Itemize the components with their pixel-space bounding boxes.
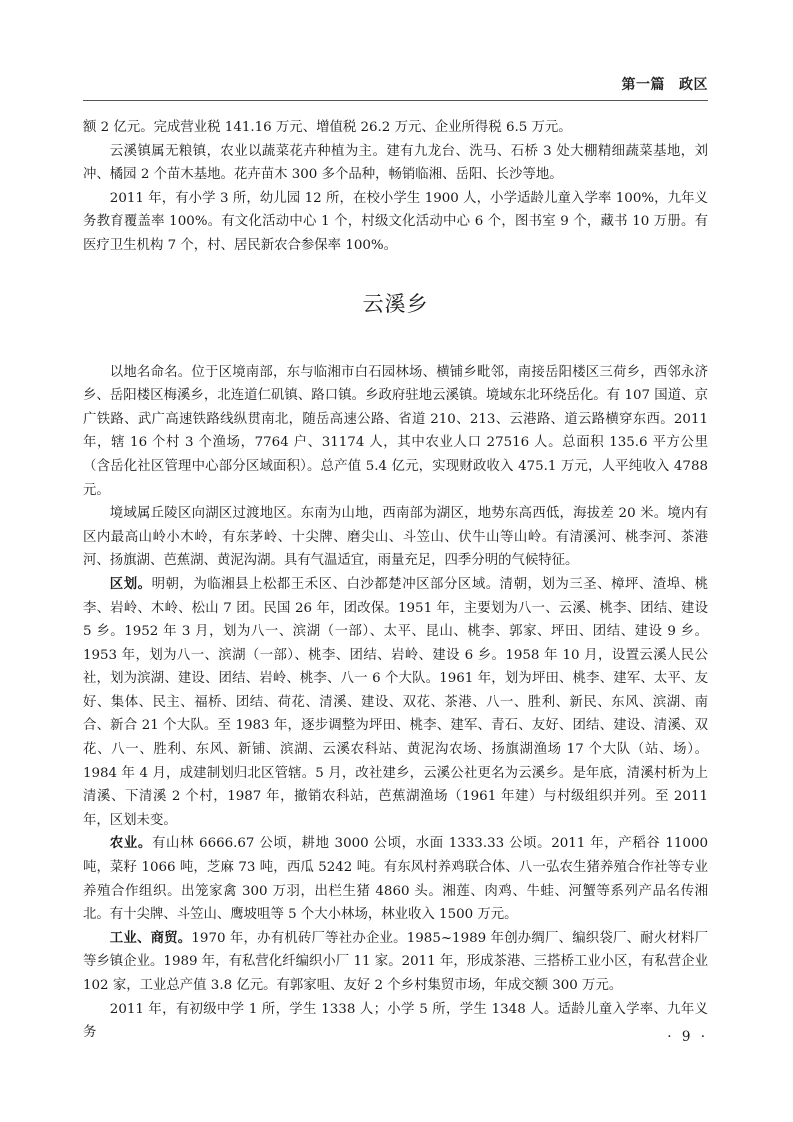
section-paragraph-quhua [83,573,708,833]
intro-paragraph: 云溪镇属无粮镇，农业以蔬菜花卉种植为主。建有九龙台、洗马、石桥 3 处大棚精细蔬菜基地，刘冲、橘园 2 个苗木基地。花卉苗木 300 多个品种，畅销临湘、岳阳、长沙等地。 [83,143,708,183]
paragraph-lead: 农业。 [109,836,152,852]
section-paragraph [83,361,708,503]
intro-paragraph: 2011 年，有小学 3 所，幼儿园 12 所，在校小学生 1900 人，小学适龄儿童入学率 100%，九年义务教育覆盖率 100%。有文化活动中心 1 个，村级文化活动中心 6 个，图书室 9 个，藏书 10 万册。有医疗卫生机构 7 个，村、居民新农合参保率 100%。 [83,190,708,253]
paragraph-lead: 区划。 [109,576,152,592]
paragraph-text: 明朝，为临湘县上松都王禾区、白沙都楚冲区部分区域。清朝，划为三圣、樟坪、渣埠、桃李、岩岭、木岭、松山 7 团。民国 26 年，团改保。1951 年，主要划为八一、云溪、桃李、团结、建设 5 乡。1952 年 3 月，划为八一、滨湖（一部）、太平、昆山、桃李、郭家、坪田、团结、建设 9 乡。1953 年，划为八一、滨湖（一部）、桃李、团结、岩岭、建设 6 乡。1958 年 10 月，设置云溪人民公社，划为滨湖、建设、团结、岩岭、桃李、八一 6 个大队。1961 年，划为坪田、桃李、建军、太平、友好、集体、民主、福桥、团结、荷花、清溪、建设、双花、茶港、八一、胜利、新民、东风、滨湖、南合、新合 21 个大队。至 1983 年，逐步调整为坪田、桃李、建军、青石、友好、团结、建设、清溪、双花、八一、胜利、东风、新铺、滨湖、云溪农科站、黄泥沟农场、扬旗湖渔场 17 个大队（站、场）。1984 年 4 月，成建制划归北区管辖。5 月，改社建乡，云溪公社更名为云溪乡。是年底，清溪村析为上清溪、下清溪 2 个村，1987 年，撤销农科站，芭蕉湖渔场（1961 年建）与村级组织并列。至 2011 年，区划未变。 [83,576,709,828]
page-number: · 9 · [667,1029,708,1045]
section-paragraph [83,502,708,573]
paragraph-text: 2011 年，有初级中学 1 所，学生 1338 人；小学 5 所，学生 1348 人。适龄儿童入学率、九年义务 [83,1001,708,1041]
page-body [83,116,708,1045]
running-header [83,74,708,101]
header-title [622,74,709,94]
header-section: 政区 [679,77,708,93]
paragraph-lead: 工业、商贸。 [109,930,192,946]
header-part: 第一篇 [621,77,665,93]
section-paragraph-industry [83,927,708,998]
section-paragraph-education [83,998,708,1045]
paragraph-text: 以地名命名。位于区境南部，东与临湘市白石园林场、横铺乡毗邻，南接岳阳楼区三荷乡，西邻永济乡、岳阳楼区梅溪乡，北连道仁矶镇、路口镇。乡政府驻地云溪镇。境域东北环绕岳化。有 107 国道、京广铁路、武广高速铁路线纵贯南北，随岳高速公路、省道 210、213、云港路、道云路横穿东西。2011 年，辖 16 个村 3 个渔场，7764 户、31174 人，其中农业人口 27516 人。总面积 135.6 平方公里（含岳化社区管理中心部分区域面积）。总产值 5.4 亿元，实现财政收入 475.1 万元，人平纯收入 4788 元。 [83,364,708,498]
paragraph-text: 有山林 6666.67 公顷，耕地 3000 公顷，水面 1333.33 公顷。2011 年，产稻谷 11000 吨，菜籽 1066 吨，芝麻 73 吨，西瓜 5242 吨。有东风村养鸡联合体、八一弘农生猪养殖合作社等专业养殖合作组织。出笼家禽 300 万羽，出栏生猪 4860 头。湘莲、肉鸡、牛蛙、河蟹等系列产品名传湘北。有十尖牌、斗笠山、鹰坡咀等 5 个大小林场，林业收入 1500 万元。 [83,836,708,923]
paragraph-text: 境域属丘陵区向湖区过渡地区。东南为山地，西南部为湖区，地势东高西低，海拔差 20 米。境内有区内最高山岭小木岭，有东茅岭、十尖牌、磨尖山、斗笠山、伏牛山等山岭。有清溪河、桃李河、茶港河、扬旗湖、芭蕉湖、黄泥沟湖。具有气温适宜，雨量充足，四季分明的气候特征。 [83,506,708,569]
intro-paragraph: 额 2 亿元。完成营业税 141.16 万元、增值税 26.2 万元、企业所得税 6.5 万元。 [83,120,572,135]
paragraph-text: 1970 年，办有机砖厂等社办企业。1985~1989 年创办绸厂、编织袋厂、耐火材料厂等乡镇企业。1989 年，有私营化纤编织小厂 11 家。2011 年，形成茶港、三搭桥工业小区，有私营企业 102 家，工业总产值 3.8 亿元。有郭家咀、友好 2 个乡村集贸市场，年成交额 300 万元。 [83,930,709,993]
section-paragraph-agriculture [83,832,708,926]
section-title: 云溪乡 [362,291,429,316]
